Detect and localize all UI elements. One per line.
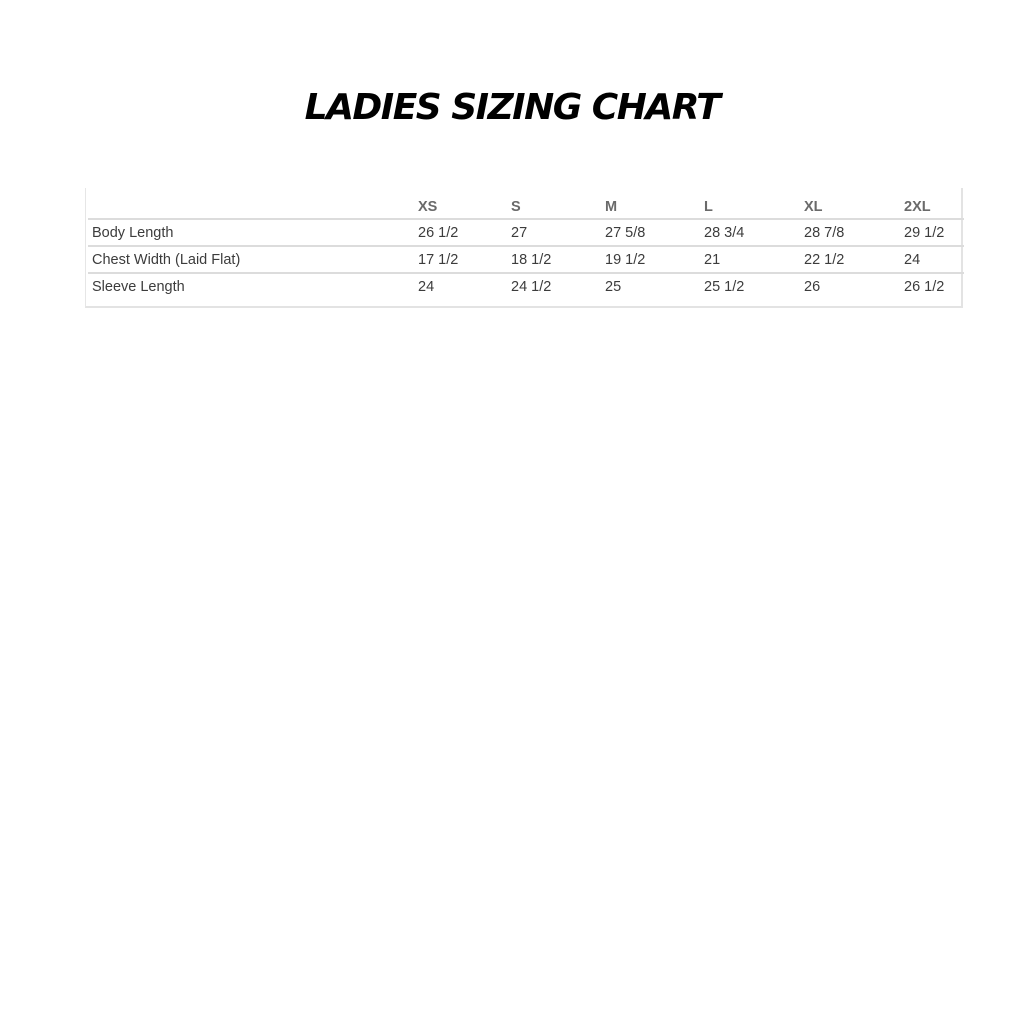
cell-xl: 28 7/8	[800, 219, 900, 246]
cell-xs: 26 1/2	[414, 219, 507, 246]
header-cell-xl: XL	[800, 196, 900, 219]
table-row-sleeve-length	[88, 273, 964, 299]
header-cell-l: L	[700, 196, 800, 219]
cell-s: 27	[507, 219, 601, 246]
row-label: Body Length	[88, 219, 414, 246]
header-cell-s: S	[507, 196, 601, 219]
header-cell-m: M	[601, 196, 700, 219]
cell-s: 18 1/2	[507, 246, 601, 273]
cell-s: 24 1/2	[511, 278, 552, 295]
table-row-body-length	[88, 219, 964, 246]
cell-l: 21	[700, 246, 800, 273]
cell-l: 25 1/2	[704, 278, 745, 295]
sizing-table-container	[85, 188, 963, 308]
header-cell-xs: XS	[414, 196, 507, 219]
row-label: Chest Width (Laid Flat)	[88, 246, 414, 273]
cell-xl: 22 1/2	[800, 246, 900, 273]
cell-xs: 17 1/2	[414, 246, 507, 273]
table-row-chest-width	[88, 246, 964, 273]
table-header-row	[88, 196, 964, 219]
cell-l: 28 3/4	[700, 219, 800, 246]
sizing-table	[88, 196, 964, 299]
cell-m: 27 5/8	[601, 219, 700, 246]
cell-xl: 26	[804, 278, 821, 295]
cell-m: 25	[605, 278, 622, 295]
cell-xs: 24	[418, 278, 435, 295]
cell-m: 19 1/2	[601, 246, 700, 273]
page-title: LADIES SIZING CHART	[304, 87, 720, 128]
cell-2xl: 24	[900, 246, 964, 273]
header-cell-2xl: 2XL	[900, 196, 964, 219]
header-cell-label	[88, 196, 414, 219]
row-label: Sleeve Length	[92, 278, 185, 295]
cell-2xl: 26 1/2	[904, 278, 945, 295]
cell-2xl: 29 1/2	[900, 219, 964, 246]
